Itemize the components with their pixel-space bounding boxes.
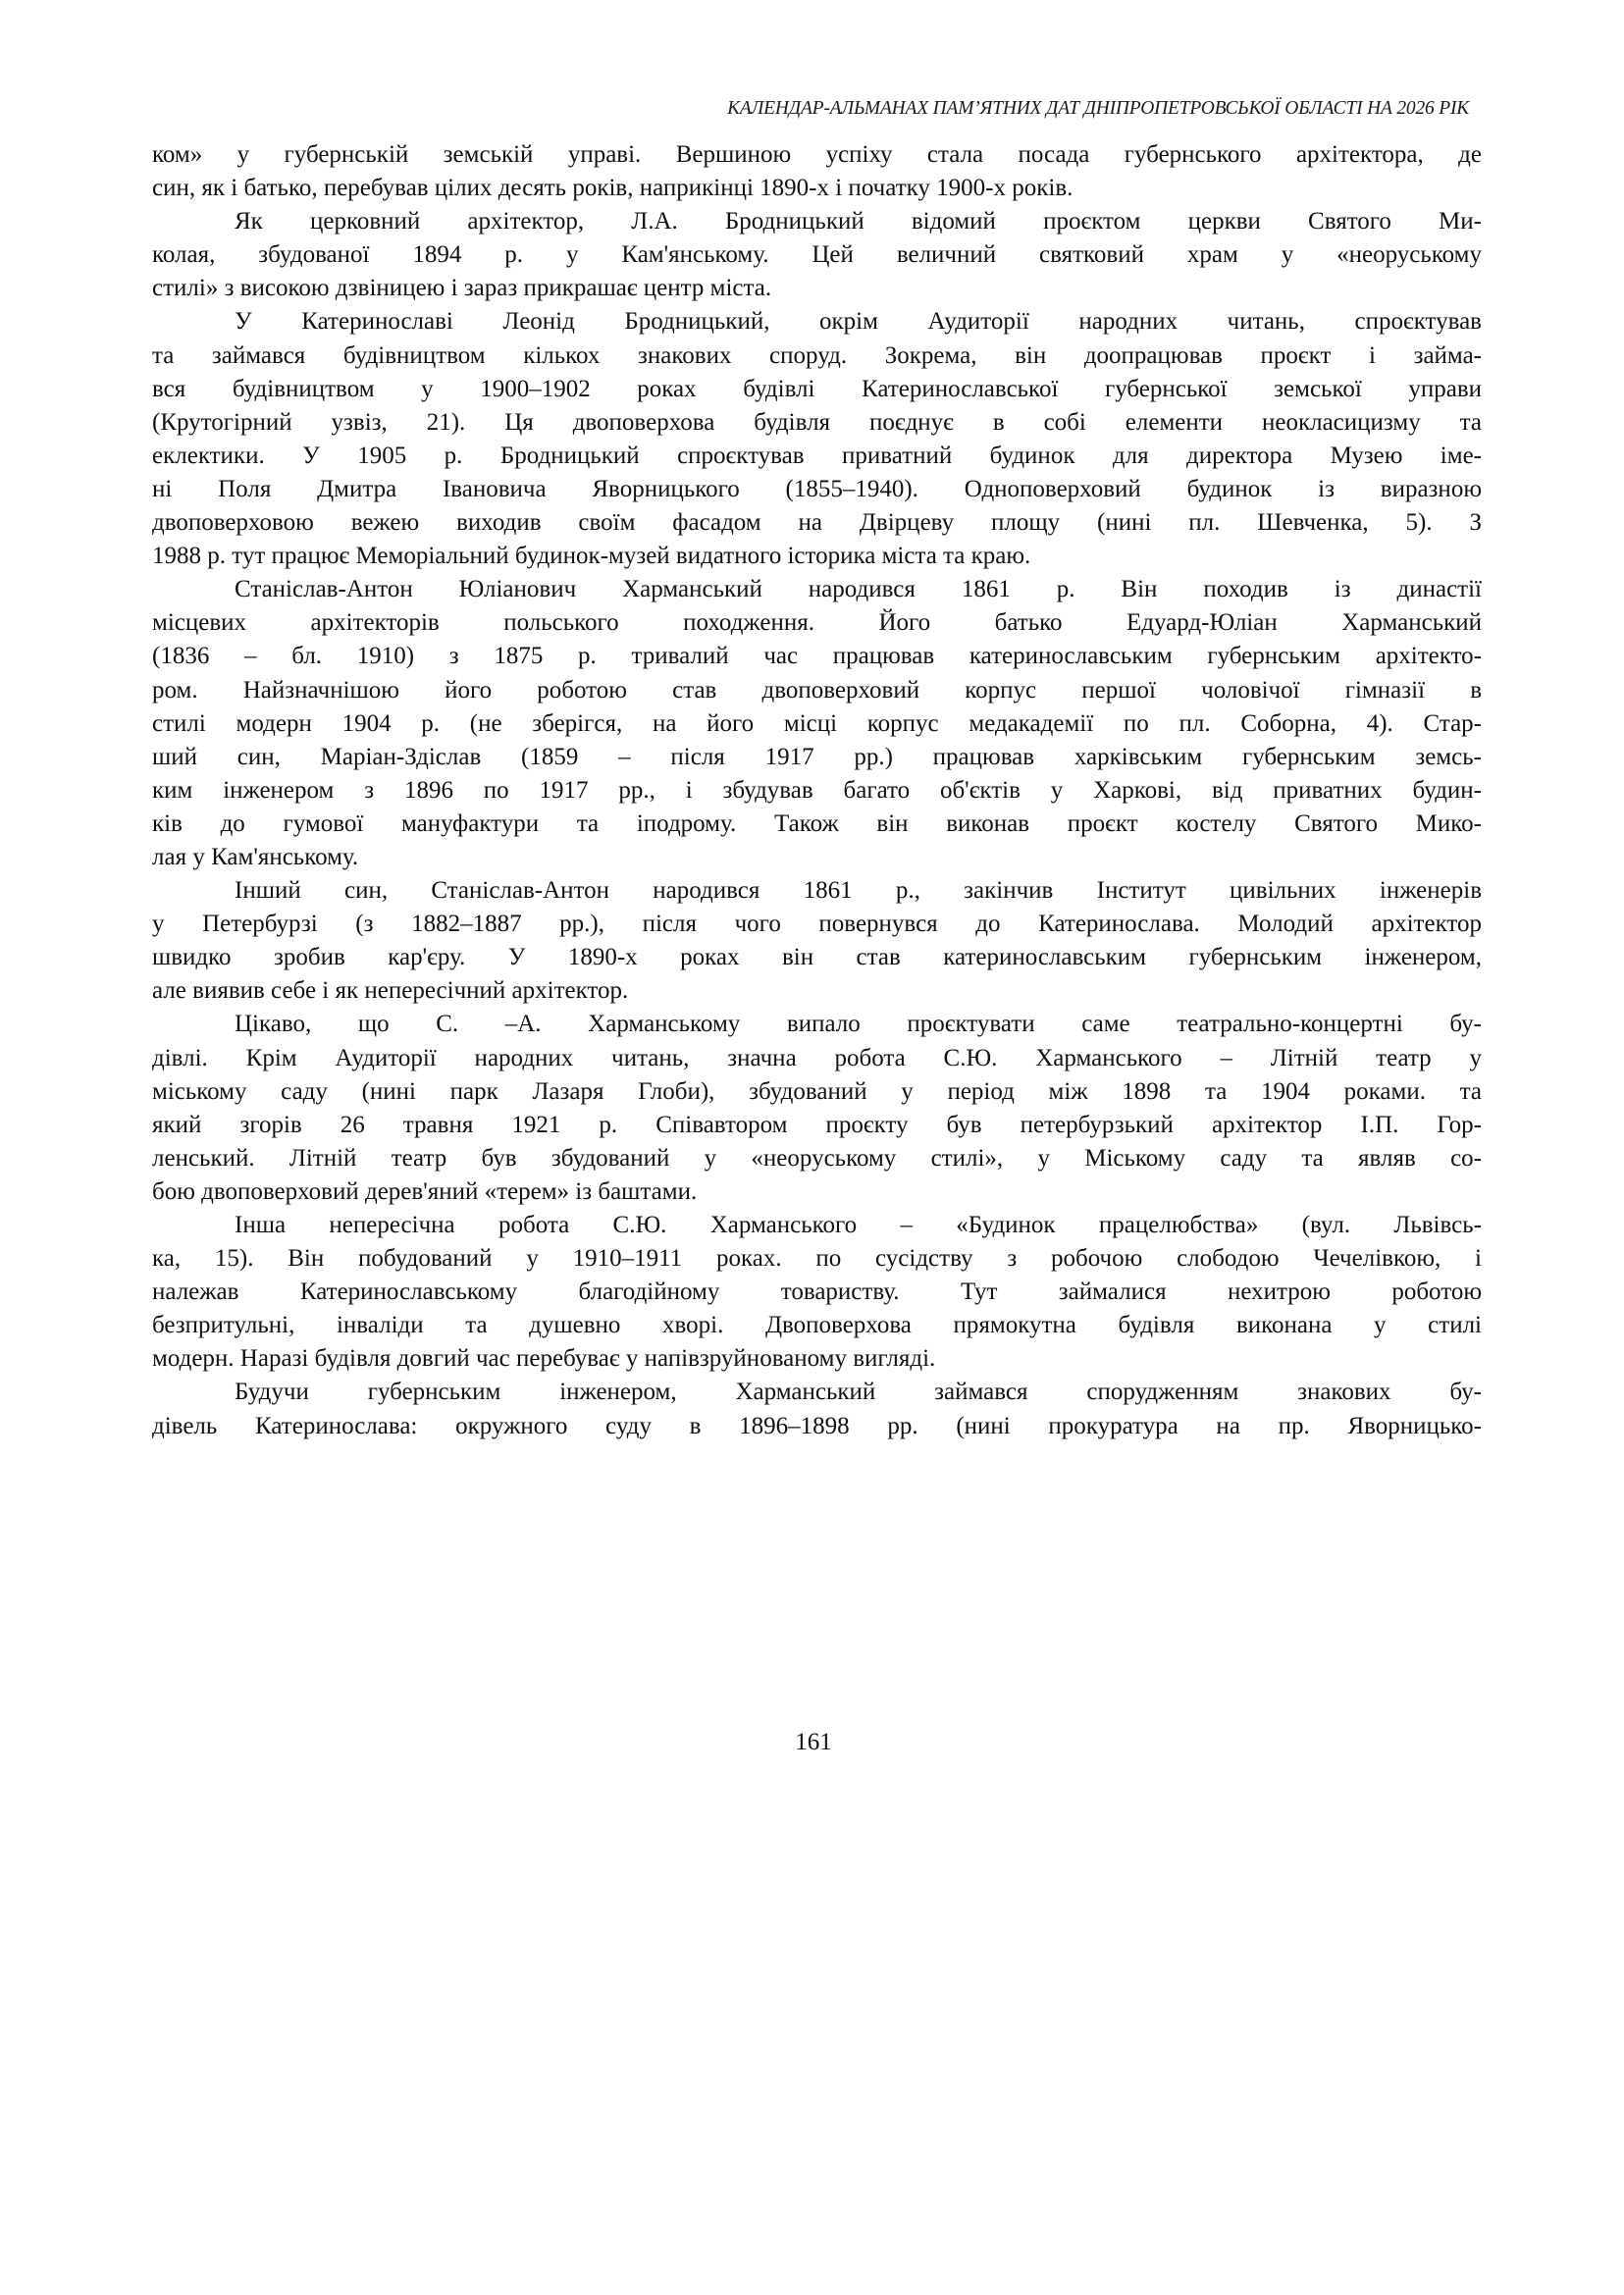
paragraph xyxy=(152,205,1482,305)
text-line: безпритульні, інваліди та душевно хворі. Двоповерхова прямокутна будівля виконана у стилі xyxy=(152,1312,1482,1339)
text-line: ром. Найзначнішою його роботою став двоповерховий корпус першої чоловічої гімназії в xyxy=(152,676,1482,704)
text-line: належав Катеринославському благодійному товариству. Тут займалися нехитрою роботою xyxy=(152,1278,1482,1306)
text-line: модерн. Наразі будівля довгий час перебуває у напівзруйнованому вигляді. xyxy=(152,1345,936,1373)
paragraph xyxy=(152,1008,1482,1209)
text-line: який згорів 26 травня 1921 р. Співавтором проєкту був петербурзький архітектор І.П. Гор- xyxy=(152,1111,1482,1138)
page-number: 161 xyxy=(795,1729,832,1755)
text-line: колая, збудованої 1894 р. у Кам'янському. Цей величний святковий храм у «неоруському xyxy=(152,241,1482,269)
text-line: ків до гумової мануфактури та іподрому. Також він виконав проєкт костелу Святого Мико- xyxy=(152,809,1482,837)
text-line: У Катеринославі Леонід Бродницький, окрім Аудиторії народних читань, спроєктував xyxy=(235,308,1482,336)
text-line: ленський. Літній театр був збудований у «неоруському стилі», у Міському саду та являв со- xyxy=(152,1144,1482,1172)
text-line: ні Поля Дмитра Івановича Яворницького (1855–1940). Одноповерховий будинок із виразною xyxy=(152,475,1482,502)
text-line: стилі модерн 1904 р. (не зберігся, на його місці корпус медакадемії по пл. Соборна, 4). Стар- xyxy=(152,709,1482,737)
text-line: міському саду (нині парк Лазаря Глоби), збудований у період між 1898 та 1904 роками. та xyxy=(152,1077,1482,1105)
text-line: еклектики. У 1905 р. Бродницький спроєктував приватний будинок для директора Музею іме- xyxy=(152,442,1482,469)
text-line: (Крутогірний узвіз, 21). Ця двоповерхова будівля поєднує в собі елементи неокласицизму та xyxy=(152,408,1482,436)
text-line: Інша непересічна робота С.Ю. Харманського – «Будинок працелюбства» (вул. Львівсь- xyxy=(235,1212,1482,1238)
paragraph xyxy=(152,573,1482,874)
body-text xyxy=(152,138,1482,1443)
text-line: Цікаво, що С. –А. Харманському випало проєктувати саме театрально-концертні бу- xyxy=(235,1011,1482,1038)
text-line: Станіслав-Антон Юліанович Харманський народився 1861 р. Він походив із династії xyxy=(235,576,1482,603)
text-line: Інший син, Станіслав-Антон народився 1861 р., закінчив Інститут цивільних інженерів xyxy=(235,877,1482,905)
text-line: дівлі. Крім Аудиторії народних читань, значна робота С.Ю. Харманського – Літній театр у xyxy=(152,1044,1482,1071)
text-line: ший син, Маріан-Здіслав (1859 – після 1917 рр.) працював харківським губернським земсь- xyxy=(152,743,1482,770)
paragraph xyxy=(152,874,1482,1008)
text-line: швидко зробив кар'єру. У 1890-х роках він став катеринославським губернським інженером, xyxy=(152,944,1482,971)
text-line: (1836 – бл. 1910) з 1875 р. тривалий час працював катеринославським губернським архітекто- xyxy=(152,643,1482,670)
text-line: але виявив себе і як непересічний архітектор. xyxy=(152,977,629,1005)
text-line: бою двоповерховий дерев'яний «терем» із баштами. xyxy=(152,1177,698,1205)
paragraph xyxy=(152,1209,1482,1376)
text-line: у Петербурзі (з 1882–1887 рр.), після чого повернувся до Катеринослава. Молодий архітектор xyxy=(152,911,1482,938)
text-line: 1988 р. тут працює Меморіальний будинок-музей видатного історика міста та краю. xyxy=(152,543,1031,570)
paragraph xyxy=(152,138,1482,205)
text-line: Будучи губернським інженером, Харманський займався спорудженням знакових бу- xyxy=(235,1379,1482,1406)
text-line: дівель Катеринослава: окружного суду в 1896–1898 рр. (нині прокуратура на пр. Яворницько- xyxy=(152,1412,1482,1439)
paragraph xyxy=(152,1376,1482,1442)
text-line: ка, 15). Він побудований у 1910–1911 роках. по сусідству з робочою слободою Чечелівкою, і xyxy=(152,1245,1482,1273)
text-line: двоповерховою вежею виходив своїм фасадом на Двірцеву площу (нині пл. Шевченка, 5). З xyxy=(152,509,1482,537)
text-line: вся будівництвом у 1900–1902 роках будівлі Катеринославської губернської земської управи xyxy=(152,375,1482,402)
paragraph xyxy=(152,305,1482,573)
text-line: лая у Кам'янському. xyxy=(152,843,359,870)
text-line: стилі» з високою дзвіницею і зараз прикрашає центр міста. xyxy=(152,275,772,302)
text-line: та займався будівництвом кількох знакових споруд. Зокрема, він доопрацював проєкт і займа- xyxy=(152,341,1482,369)
running-header: КАЛЕНДАР-АЛЬМАНАХ ПАМ’ЯТНИХ ДАТ ДНІПРОПЕТРОВСЬКОЇ ОБЛАСТІ НА 2026 РІК xyxy=(727,98,1469,119)
text-line: місцевих архітекторів польського походження. Його батько Едуард-Юліан Харманський xyxy=(152,609,1482,637)
text-line: син, як і батько, перебував цілих десять років, наприкінці 1890-х і початку 1900-х років. xyxy=(152,175,1074,202)
text-line: ком» у губернській земській управі. Вершиною успіху стала посада губернського архітектора, де xyxy=(152,141,1482,168)
text-line: Як церковний архітектор, Л.А. Бродницький відомий проєктом церкви Святого Ми- xyxy=(235,208,1482,235)
text-line: ким інженером з 1896 по 1917 рр., і збудував багато об'єктів у Харкові, від приватних будин- xyxy=(152,776,1482,804)
